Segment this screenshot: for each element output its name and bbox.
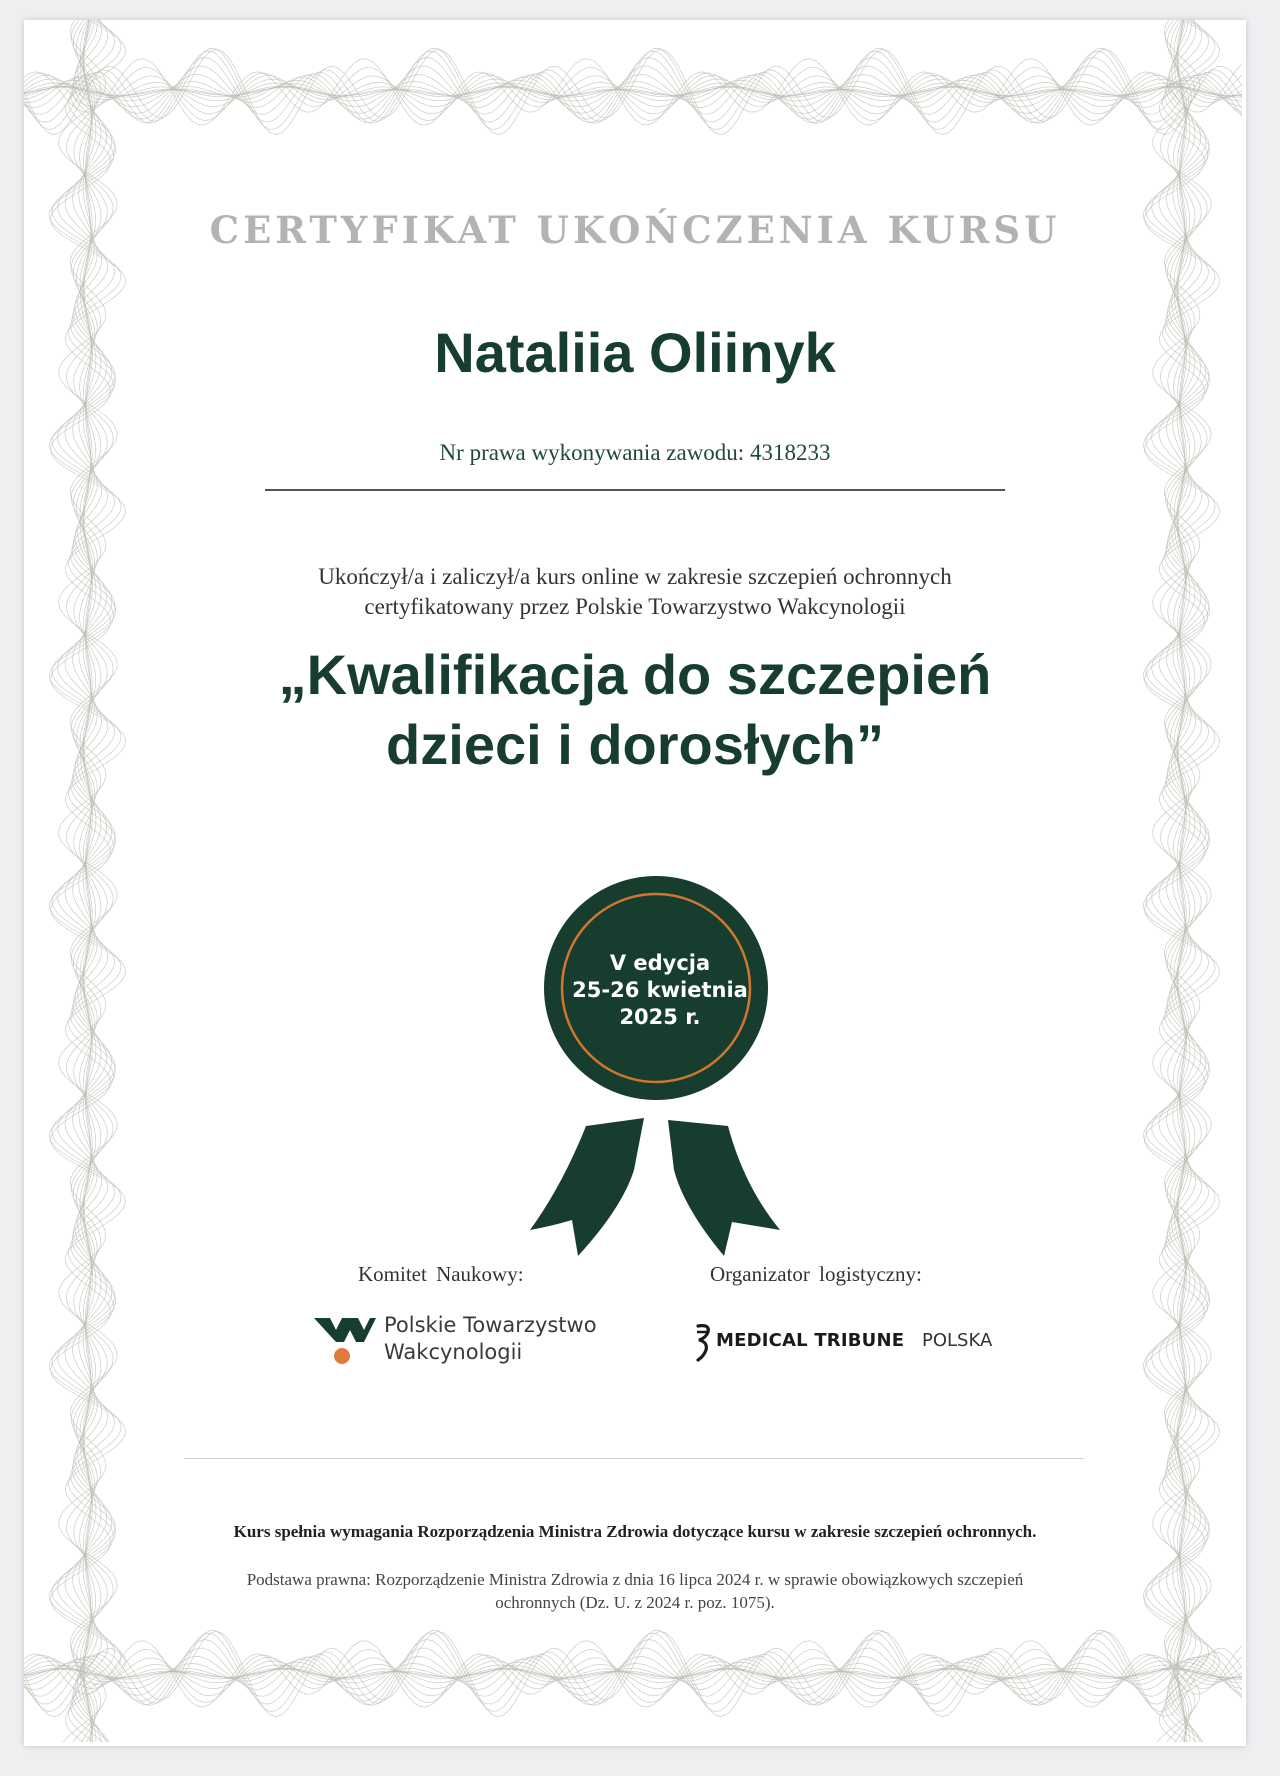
ptw-logo-line: Wakcynologii <box>384 1340 523 1364</box>
medical-tribune-name: MEDICAL TRIBUNE <box>716 1330 905 1351</box>
rosette-badge <box>504 858 804 1278</box>
certificate-title: CERTYFIKAT UKOŃCZENIA KURSU <box>209 208 1061 252</box>
intro-line: certyfikatowany przez Polskie Towarzystwo Wakcynologii <box>364 594 906 619</box>
legal-basis <box>24 1568 1246 1614</box>
badge-dates: 25-26 kwietnia <box>572 978 748 1002</box>
course-title <box>24 640 1246 780</box>
guilloche-line <box>24 1656 1242 1695</box>
intro-line: Ukończył/a i zaliczył/a kurs online w zakresie szczepień ochronnych <box>318 564 952 589</box>
course-intro <box>24 562 1246 622</box>
certificate-page <box>24 20 1246 1746</box>
guilloche-line <box>24 1657 1242 1696</box>
medical-tribune-mark <box>694 1322 714 1362</box>
guilloche-line <box>58 20 116 1742</box>
guilloche-line <box>24 75 1242 114</box>
legal-line: Podstawa prawna: Rozporządzenie Ministra Zdrowia z dnia 16 lipca 2024 r. w sprawie obowiązkowych szczepień <box>246 1570 1024 1589</box>
recipient-name: Nataliia Oliinyk <box>434 321 836 384</box>
logistics-organizer-label: Organizator logistyczny: <box>710 1262 922 1286</box>
medical-tribune-logo <box>694 1322 1014 1362</box>
requirements-note: Kurs spełnia wymagania Rozporządzenia Ministra Zdrowia dotyczące kursu w zakresie szczepień ochronnych. <box>233 1522 1037 1541</box>
footer-divider <box>184 1458 1084 1459</box>
legal-line: ochronnych (Dz. U. z 2024 r. poz. 1075). <box>495 1593 775 1612</box>
scientific-committee-label: Komitet Naukowy: <box>358 1262 524 1286</box>
guilloche-line <box>24 74 1242 113</box>
badge-edition: V edycja <box>609 951 711 975</box>
course-title-line: dzieci i dorosłych” <box>386 713 884 776</box>
medical-tribune-suffix: POLSKA <box>922 1330 993 1351</box>
ribbon-right <box>668 1120 780 1256</box>
guilloche-line <box>1159 20 1206 1742</box>
ptw-logo-mark <box>312 1316 378 1366</box>
badge-year: 2025 r. <box>619 1005 701 1029</box>
ptw-logo-line: Polskie Towarzystwo <box>384 1313 597 1337</box>
name-divider <box>265 489 1005 491</box>
ribbon-left <box>530 1118 644 1256</box>
course-title-line: „Kwalifikacja do szczepień <box>278 643 992 706</box>
badge-text <box>544 950 776 1031</box>
guilloche-line <box>1152 20 1210 1742</box>
license-number: Nr prawa wykonywania zawodu: 4318233 <box>439 440 831 465</box>
guilloche-line <box>65 20 112 1742</box>
ptw-logo <box>312 1312 612 1372</box>
